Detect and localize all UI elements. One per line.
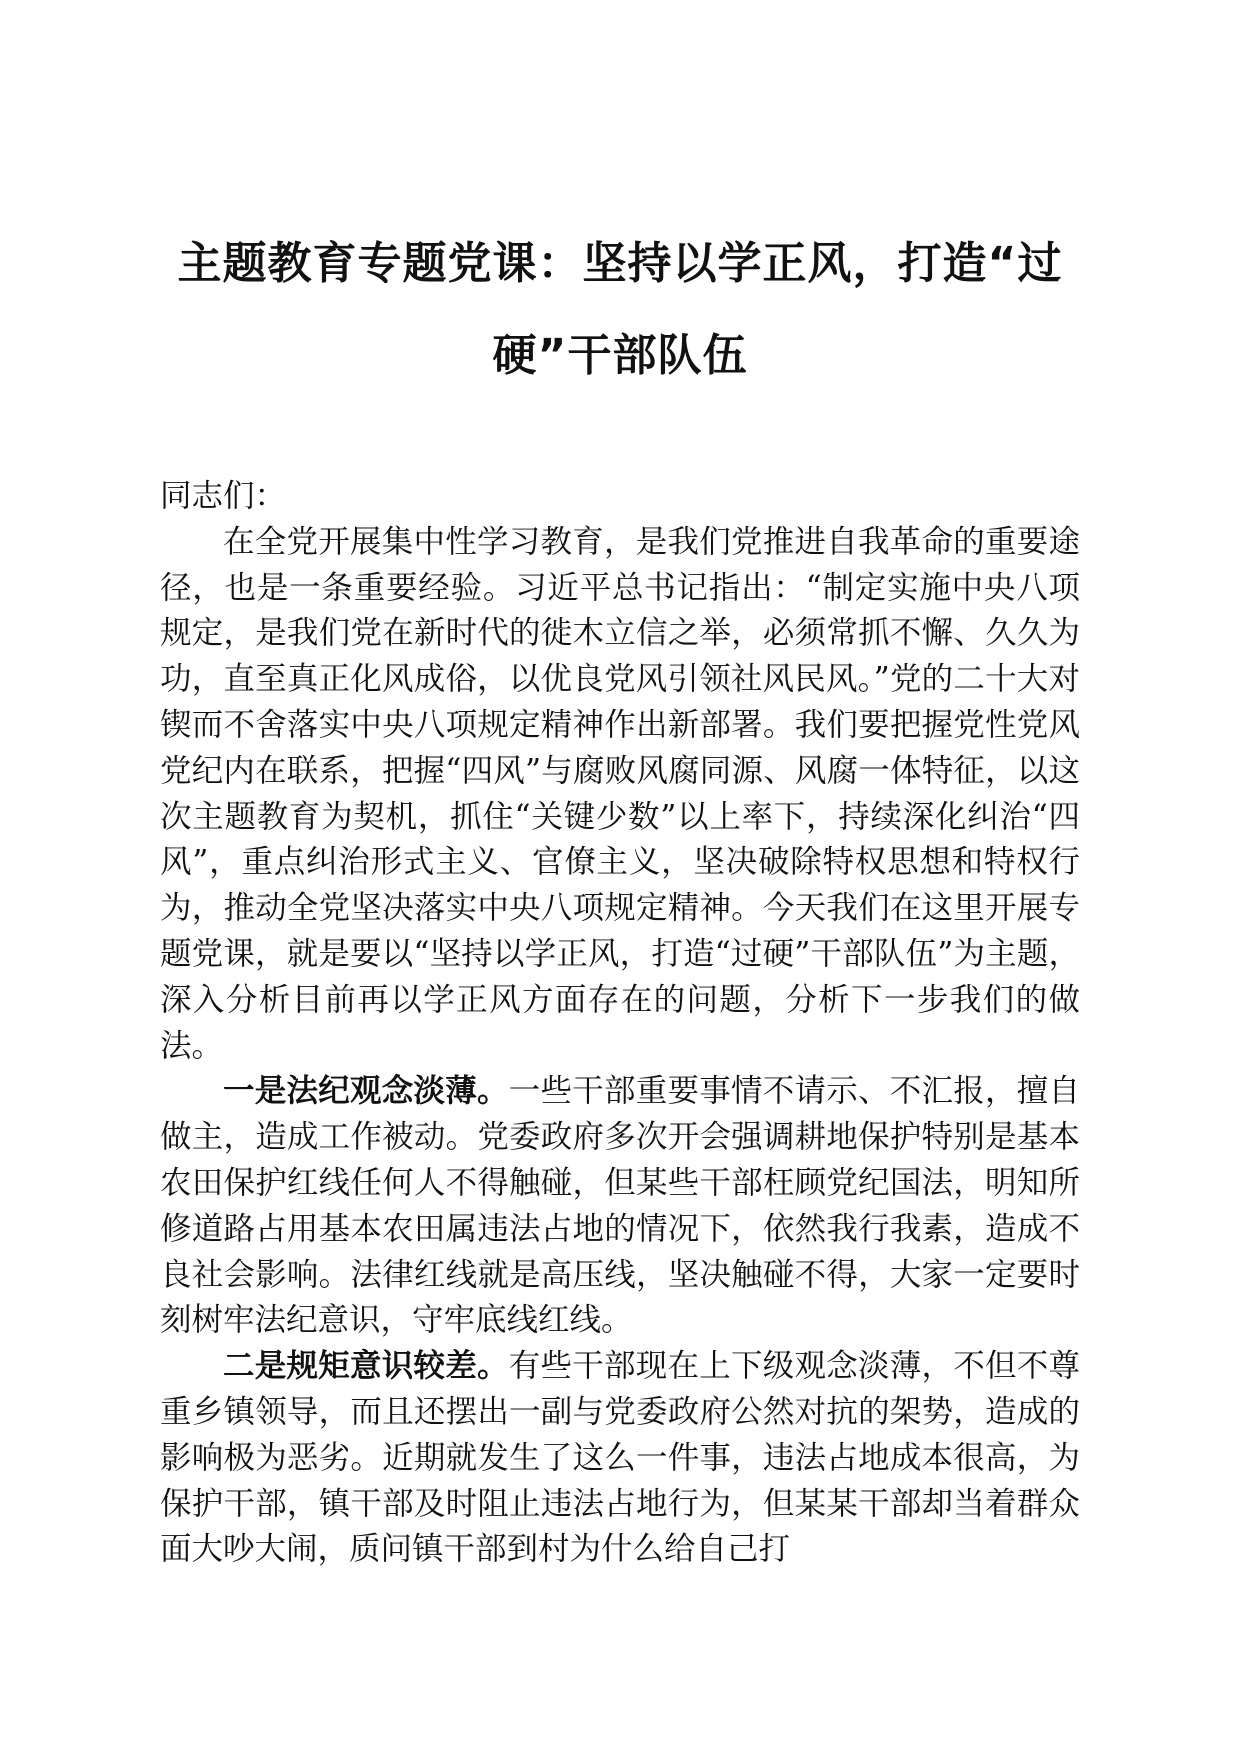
document-title: [156, 218, 1084, 402]
salutation: 同志们：: [160, 478, 287, 514]
document-body: [160, 474, 1080, 1573]
point-2-heading: 二是规矩意识较差。: [223, 1348, 509, 1385]
point-1-text: 一些干部重要事情不请示、不汇报，擅自做主，造成工作被动。党委政府多次开会强调耕地保护特别是基本农田保护红线任何人不得触碰，但某些干部枉顾党纪国法，明知所修道路占用基本农田属违法占地的情况下，依然我行我素，造成不良社会影响。法律红线就是高压线，坚决触碰不得，大家一定要时刻树牢法纪意识，守牢底线红线。: [160, 1073, 1080, 1339]
point-2-paragraph: [160, 1344, 1080, 1573]
title-line-2: 硬”干部队伍: [492, 330, 748, 381]
title-line-1: 主题教育专题党课：坚持以学正风，打造“过: [177, 238, 1063, 289]
point-1-heading: 一是法纪观念淡薄。: [223, 1073, 509, 1110]
intro-paragraph: 在全党开展集中性学习教育，是我们党推进自我革命的重要途径，也是一条重要经验。习近平总书记指出：“制定实施中央八项规定，是我们党在新时代的徙木立信之举，必须常抓不懈、久久为功，直至真正化风成俗，以优良党风引领社风民风。”党的二十大对锲而不舍落实中央八项规定精神作出新部署。我们要把握党性党风党纪内在联系，把握“四风”与腐败风腐同源、风腐一体特征，以这次主题教育为契机，抓住“关键少数”以上率下，持续深化纠治“四风”，重点纠治形式主义、官僚主义，坚决破除特权思想和特权行为，推动全党坚决落实中央八项规定精神。今天我们在这里开展专题党课，就是要以“坚持以学正风，打造“过硬”干部队伍”为主题，深入分析目前再以学正风方面存在的问题，分析下一步我们的做法。: [160, 523, 1080, 1064]
document-page: [160, 0, 1080, 1754]
point-2-text: 有些干部现在上下级观念淡薄，不但不尊重乡镇领导，而且还摆出一副与党委政府公然对抗的架势，造成的影响极为恶劣。近期就发生了这么一件事，违法占地成本很高，为保护干部，镇干部及时阻止违法占地行为，但某某干部却当着群众面大吵大闹，质问镇干部到村为什么给自己打: [160, 1348, 1080, 1568]
point-1-paragraph: [160, 1069, 1080, 1344]
